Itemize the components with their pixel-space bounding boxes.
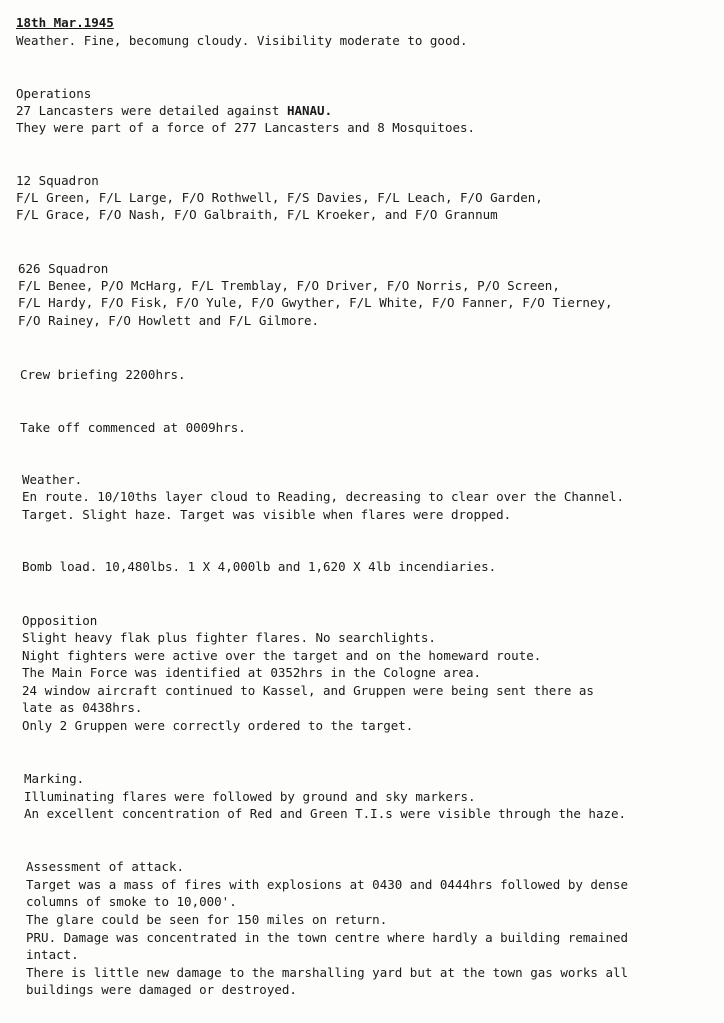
assessment-line: There is little new damage to the marshalling yard but at the town gas works all: [26, 965, 629, 980]
opposition-line: late as 0438hrs.: [22, 700, 143, 715]
marking-line: An excellent concentration of Red and Green T.I.s were visible through the haze.: [24, 806, 627, 821]
bomb-load: Bomb load. 10,480lbs. 1 X 4,000lb and 1,620 X 4lb incendiaries.: [22, 559, 497, 574]
target-name: HANAU.: [286, 103, 333, 118]
entry-date: 18th Mar.1945: [16, 15, 114, 30]
assessment-line: intact.: [26, 947, 79, 962]
crew-briefing: Crew briefing 2200hrs.: [20, 367, 186, 382]
opposition-line: Only 2 Gruppen were correctly ordered to the target.: [22, 718, 414, 733]
squadron-626-crew-line: F/L Benee, P/O McHarg, F/L Tremblay, F/O Driver, F/O Norris, P/O Screen,: [18, 278, 560, 293]
assessment-line: The glare could be seen for 150 miles on return.: [26, 912, 388, 927]
operations-heading: Operations: [16, 86, 92, 101]
assessment-line: buildings were damaged or destroyed.: [26, 982, 297, 997]
opposition-line: Night fighters were active over the target and on the homeward route.: [22, 648, 542, 663]
operations-force: They were part of a force of 277 Lancasters and 8 Mosquitoes.: [16, 120, 476, 135]
weather-line: En route. 10/10ths layer cloud to Reading, decreasing to clear over the Channel.: [22, 489, 625, 504]
opposition-line: The Main Force was identified at 0352hrs in the Cologne area.: [22, 665, 482, 680]
assessment-line: columns of smoke to 10,000'.: [26, 894, 237, 909]
weather-line: Target. Slight haze. Target was visible when flares were dropped.: [22, 507, 512, 522]
squadron-626-crew-line: F/L Hardy, F/O Fisk, F/O Yule, F/O Gwyther, F/L White, F/O Fanner, F/O Tierney,: [18, 295, 613, 310]
squadron-12-crew-line: F/L Grace, F/O Nash, F/O Galbraith, F/L Kroeker, and F/O Grannum: [16, 207, 498, 222]
marking-line: Illuminating flares were followed by ground and sky markers.: [24, 789, 476, 804]
squadron-626-crew-line: F/O Rainey, F/O Howlett and F/L Gilmore.: [18, 313, 320, 328]
assessment-heading: Assessment of attack.: [26, 859, 185, 874]
squadron-12-heading: 12 Squadron: [16, 173, 99, 188]
assessment-line: PRU. Damage was concentrated in the town centre where hardly a building remained: [26, 930, 629, 945]
weather-heading: Weather.: [22, 472, 83, 487]
take-off: Take off commenced at 0009hrs.: [20, 420, 246, 435]
opposition-line: 24 window aircraft continued to Kassel, and Gruppen were being sent there as: [22, 683, 594, 698]
weather-summary: Weather. Fine, becomung cloudy. Visibility moderate to good.: [16, 33, 468, 48]
operations-detail: [16, 102, 332, 119]
opposition-heading: Opposition: [22, 613, 98, 628]
opposition-line: Slight heavy flak plus fighter flares. No searchlights.: [22, 630, 436, 645]
marking-heading: Marking.: [24, 771, 85, 786]
squadron-12-crew-line: F/L Green, F/L Large, F/O Rothwell, F/S Davies, F/L Leach, F/O Garden,: [16, 190, 543, 205]
squadron-626-heading: 626 Squadron: [18, 261, 109, 276]
assessment-line: Target was a mass of fires with explosions at 0430 and 0444hrs followed by dense: [26, 877, 629, 892]
operations-detail-text: 27 Lancasters were detailed against: [16, 103, 287, 118]
